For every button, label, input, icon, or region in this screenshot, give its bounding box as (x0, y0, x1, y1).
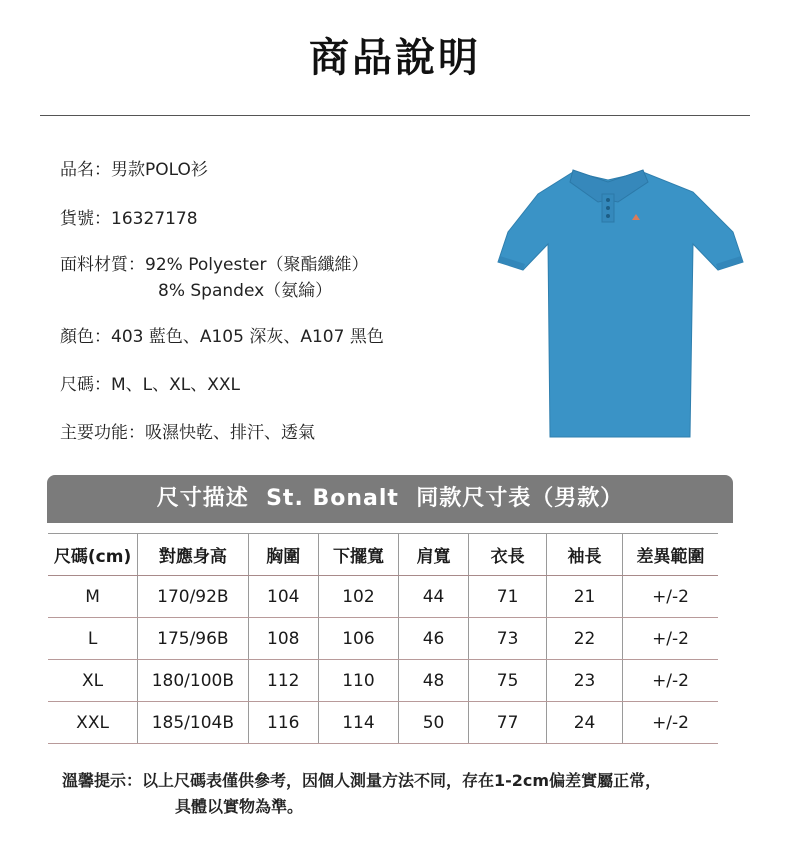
cell-shoulder: 50 (399, 702, 469, 744)
table-row (48, 618, 718, 660)
table-header-row (48, 534, 718, 576)
cell-length: 75 (469, 660, 547, 702)
spec-colors: 顏色：403 藍色、A105 深灰、A107 黑色 (60, 327, 384, 347)
cell-shoulder: 46 (399, 618, 469, 660)
cell-hem-width: 102 (318, 576, 398, 618)
header-height: 對應身高 (138, 534, 248, 576)
cell-length: 71 (469, 576, 547, 618)
cell-height: 175/96B (138, 618, 248, 660)
spec-product-name: 品名：男款POLO衫 (60, 160, 208, 180)
cell-tolerance: +/-2 (623, 576, 718, 618)
cell-sleeve: 22 (547, 618, 623, 660)
table-row (48, 576, 718, 618)
cell-shoulder: 44 (399, 576, 469, 618)
cell-chest: 116 (248, 702, 318, 744)
header-sleeve: 袖長 (547, 534, 623, 576)
size-table-banner: 尺寸描述 St. Bonalt 同款尺寸表（男款） (47, 475, 733, 523)
cell-hem-width: 110 (318, 660, 398, 702)
cell-length: 77 (469, 702, 547, 744)
cell-hem-width: 114 (318, 702, 398, 744)
table-row (48, 702, 718, 744)
spec-item-number: 貨號：16327178 (60, 209, 198, 229)
cell-tolerance: +/-2 (623, 618, 718, 660)
cell-height: 180/100B (138, 660, 248, 702)
cell-height: 185/104B (138, 702, 248, 744)
cell-chest: 112 (248, 660, 318, 702)
title-divider (40, 115, 750, 116)
cell-length: 73 (469, 618, 547, 660)
spec-sizes: 尺碼：M、L、XL、XXL (60, 375, 241, 395)
cell-size: XXL (48, 702, 138, 744)
spec-functions: 主要功能：吸濕快乾、排汗、透氣 (60, 423, 315, 443)
cell-tolerance: +/-2 (623, 660, 718, 702)
cell-tolerance: +/-2 (623, 702, 718, 744)
cell-size: M (48, 576, 138, 618)
size-table (48, 533, 718, 744)
cell-hem-width: 106 (318, 618, 398, 660)
header-length: 衣長 (469, 534, 547, 576)
cell-sleeve: 23 (547, 660, 623, 702)
cell-sleeve: 21 (547, 576, 623, 618)
note-line-1: 溫馨提示：以上尺碼表僅供參考，因個人測量方法不同，存在1-2cm偏差實屬正常， (62, 771, 662, 790)
page-title: 商品說明 (309, 35, 481, 81)
header-tolerance: 差異範圍 (623, 534, 718, 576)
header-shoulder: 肩寬 (399, 534, 469, 576)
spec-material-line-2: 8% Spandex（氨綸） (158, 281, 333, 301)
cell-sleeve: 24 (547, 702, 623, 744)
cell-shoulder: 48 (399, 660, 469, 702)
cell-chest: 104 (248, 576, 318, 618)
note-line-2: 具體以實物為準。 (175, 797, 304, 816)
header-chest: 胸圍 (248, 534, 318, 576)
header-hem-width: 下擺寬 (318, 534, 398, 576)
cell-size: XL (48, 660, 138, 702)
cell-height: 170/92B (138, 576, 248, 618)
table-row (48, 660, 718, 702)
spec-material: 面料材質：92% Polyester（聚酯纖維） (60, 255, 369, 275)
cell-chest: 108 (248, 618, 318, 660)
cell-size: L (48, 618, 138, 660)
polo-shirt-icon (478, 152, 748, 442)
header-size: 尺碼(cm) (48, 534, 138, 576)
